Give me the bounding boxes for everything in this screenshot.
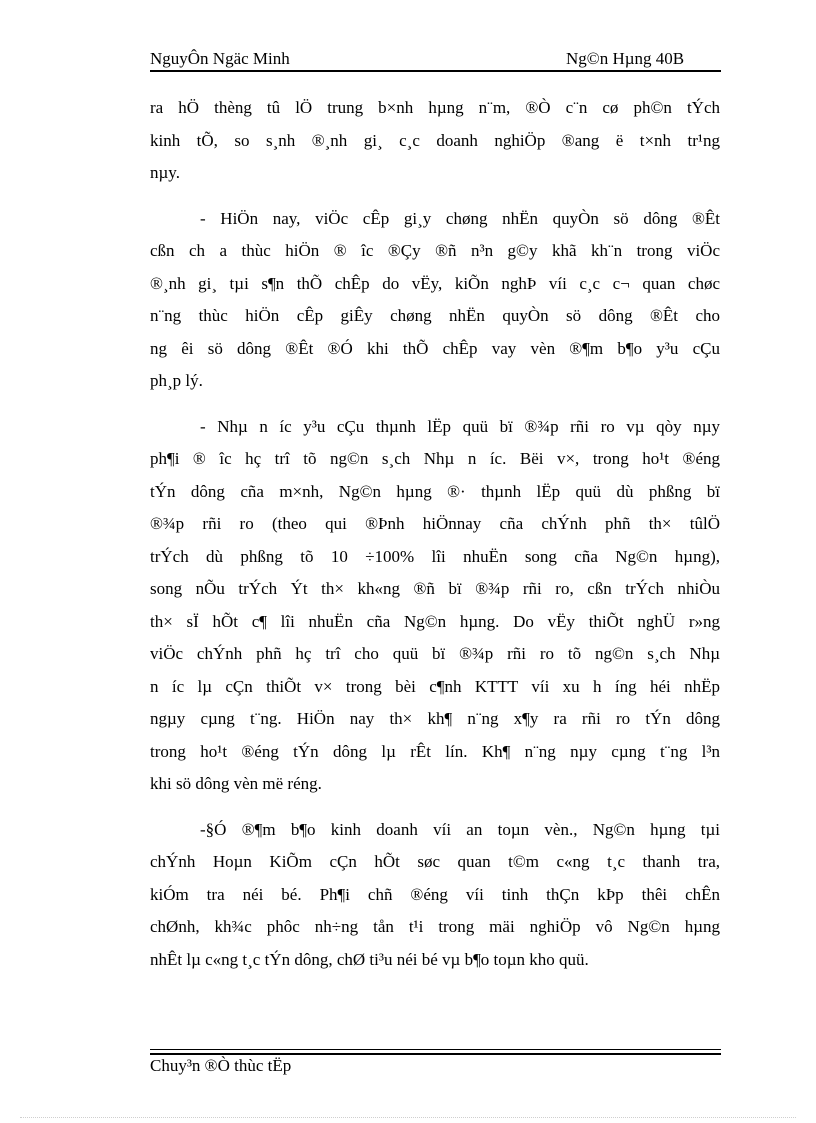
text-line: ra hÖ thèng tû lÖ trung b×nh hµng n¨m, ®Ò c¨n cø ph©n tÝch: [150, 98, 720, 117]
text-line: nhÊt lµ c«ng t¸c tÝn dông, chØ ti³u néi bé vµ b¶o toµn kho quü.: [150, 949, 589, 969]
paragraph: [150, 814, 720, 977]
header-divider: [150, 70, 721, 72]
footer-divider-thick: [150, 1053, 721, 1055]
text-line: ph¶i ® îc hç trî tõ ng©n s¸ch Nhµ n íc. Bëi v×, trong ho¹t ®éng: [150, 449, 720, 468]
text-line: ®¸nh gi¸ tµi s¶n thÕ chÊp do vËy, kiÕn nghÞ víi c¸c c¬ quan chøc: [150, 273, 720, 293]
text-line: ®¾p rñi ro (theo qui ®Þnh hiÖnnay cña chÝnh phñ th× tûlÖ: [150, 514, 720, 533]
text-line: n¨ng thùc hiÖn cÊp giÊy chøng nhËn quyÒn sö dông ®Êt cho: [150, 306, 720, 325]
body-text: [150, 92, 720, 976]
text-line: trong ho¹t ®éng tÝn dông lµ rÊt lín. Kh¶ n¨ng nµy cµng t¨ng l³n: [150, 741, 720, 761]
paragraph: [150, 203, 720, 398]
text-line: chÝnh Hoµn KiÕm cÇn hÕt søc quan t©m c«ng t¸c thanh tra,: [150, 852, 720, 871]
text-line: viÖc chÝnh phñ hç trî cho quü bï ®¾p rñi ro tõ ng©n s¸ch Nhµ: [150, 644, 720, 663]
text-line: ph¸p lý.: [150, 371, 203, 390]
text-line: th× sÏ hÕt c¶ lîi nhuËn cña Ng©n hµng. Do vËy thiÕt nghÜ r»ng: [150, 611, 720, 631]
text-line: song nÕu trÝch Ýt th× kh«ng ®ñ bï ®¾p rñi ro, cßn trÝch nhiÒu: [150, 579, 720, 598]
text-line: -§Ó ®¶m b¶o kinh doanh víi an toµn vèn., Ng©n hµng tµi: [200, 819, 720, 839]
text-line: ngµy cµng t¨ng. HiÖn nay th× kh¶ n¨ng x¶y ra rñi ro tÝn dông: [150, 709, 720, 728]
page-edge: [20, 1117, 796, 1118]
text-line: ng êi sö dông ®Êt ®Ó khi thÕ chÊp vay vèn ®¶m b¶o y³u cÇu: [150, 338, 720, 358]
text-line: khi sö dông vèn më réng.: [150, 774, 322, 793]
text-line: n íc lµ cÇn thiÕt v× trong bèi c¶nh KTTT víi xu h íng héi nhËp: [150, 676, 720, 696]
text-line: trÝch dù phßng tõ 10 ÷100% lîi nhuËn song cña Ng©n hµng),: [150, 546, 720, 566]
text-line: chØnh, kh¾c phôc nh÷ng tån t¹i trong mäi nghiÖp vô Ng©n hµng: [150, 917, 720, 936]
header-author: NguyÔn Ngäc Minh: [150, 49, 290, 68]
footer-divider: [150, 1049, 721, 1050]
header-class: Ng©n Hµng 40B: [566, 49, 685, 68]
text-line: kinh tÕ, so s¸nh ®¸nh gi¸ c¸c doanh nghiÖp ®ang ë t×nh tr¹ng: [150, 130, 720, 150]
text-line: - Nhµ n íc y³u cÇu thµnh lËp quü bï ®¾p rñi ro vµ qòy nµy: [200, 416, 720, 436]
text-line: tÝn dông cña m×nh, Ng©n hµng ®· thµnh lËp quü dù phßng bï: [150, 481, 720, 501]
text-line: - HiÖn nay, viÖc cÊp gi¸y chøng nhËn quyÒn sö dông ®Êt: [200, 208, 720, 228]
footer-title: Chuy³n ®Ò thùc tËp: [150, 1056, 292, 1075]
paragraph: [150, 411, 720, 801]
text-line: kiÓm tra néi bé. Ph¶i chñ ®éng víi tinh thÇn kÞp thêi chÊn: [150, 884, 720, 904]
text-line: nµy.: [150, 163, 180, 182]
text-line: cßn ch a thùc hiÖn ® îc ®Çy ®ñ n³n g©y khã kh¨n trong viÖc: [150, 241, 720, 260]
paragraph: [150, 92, 720, 190]
